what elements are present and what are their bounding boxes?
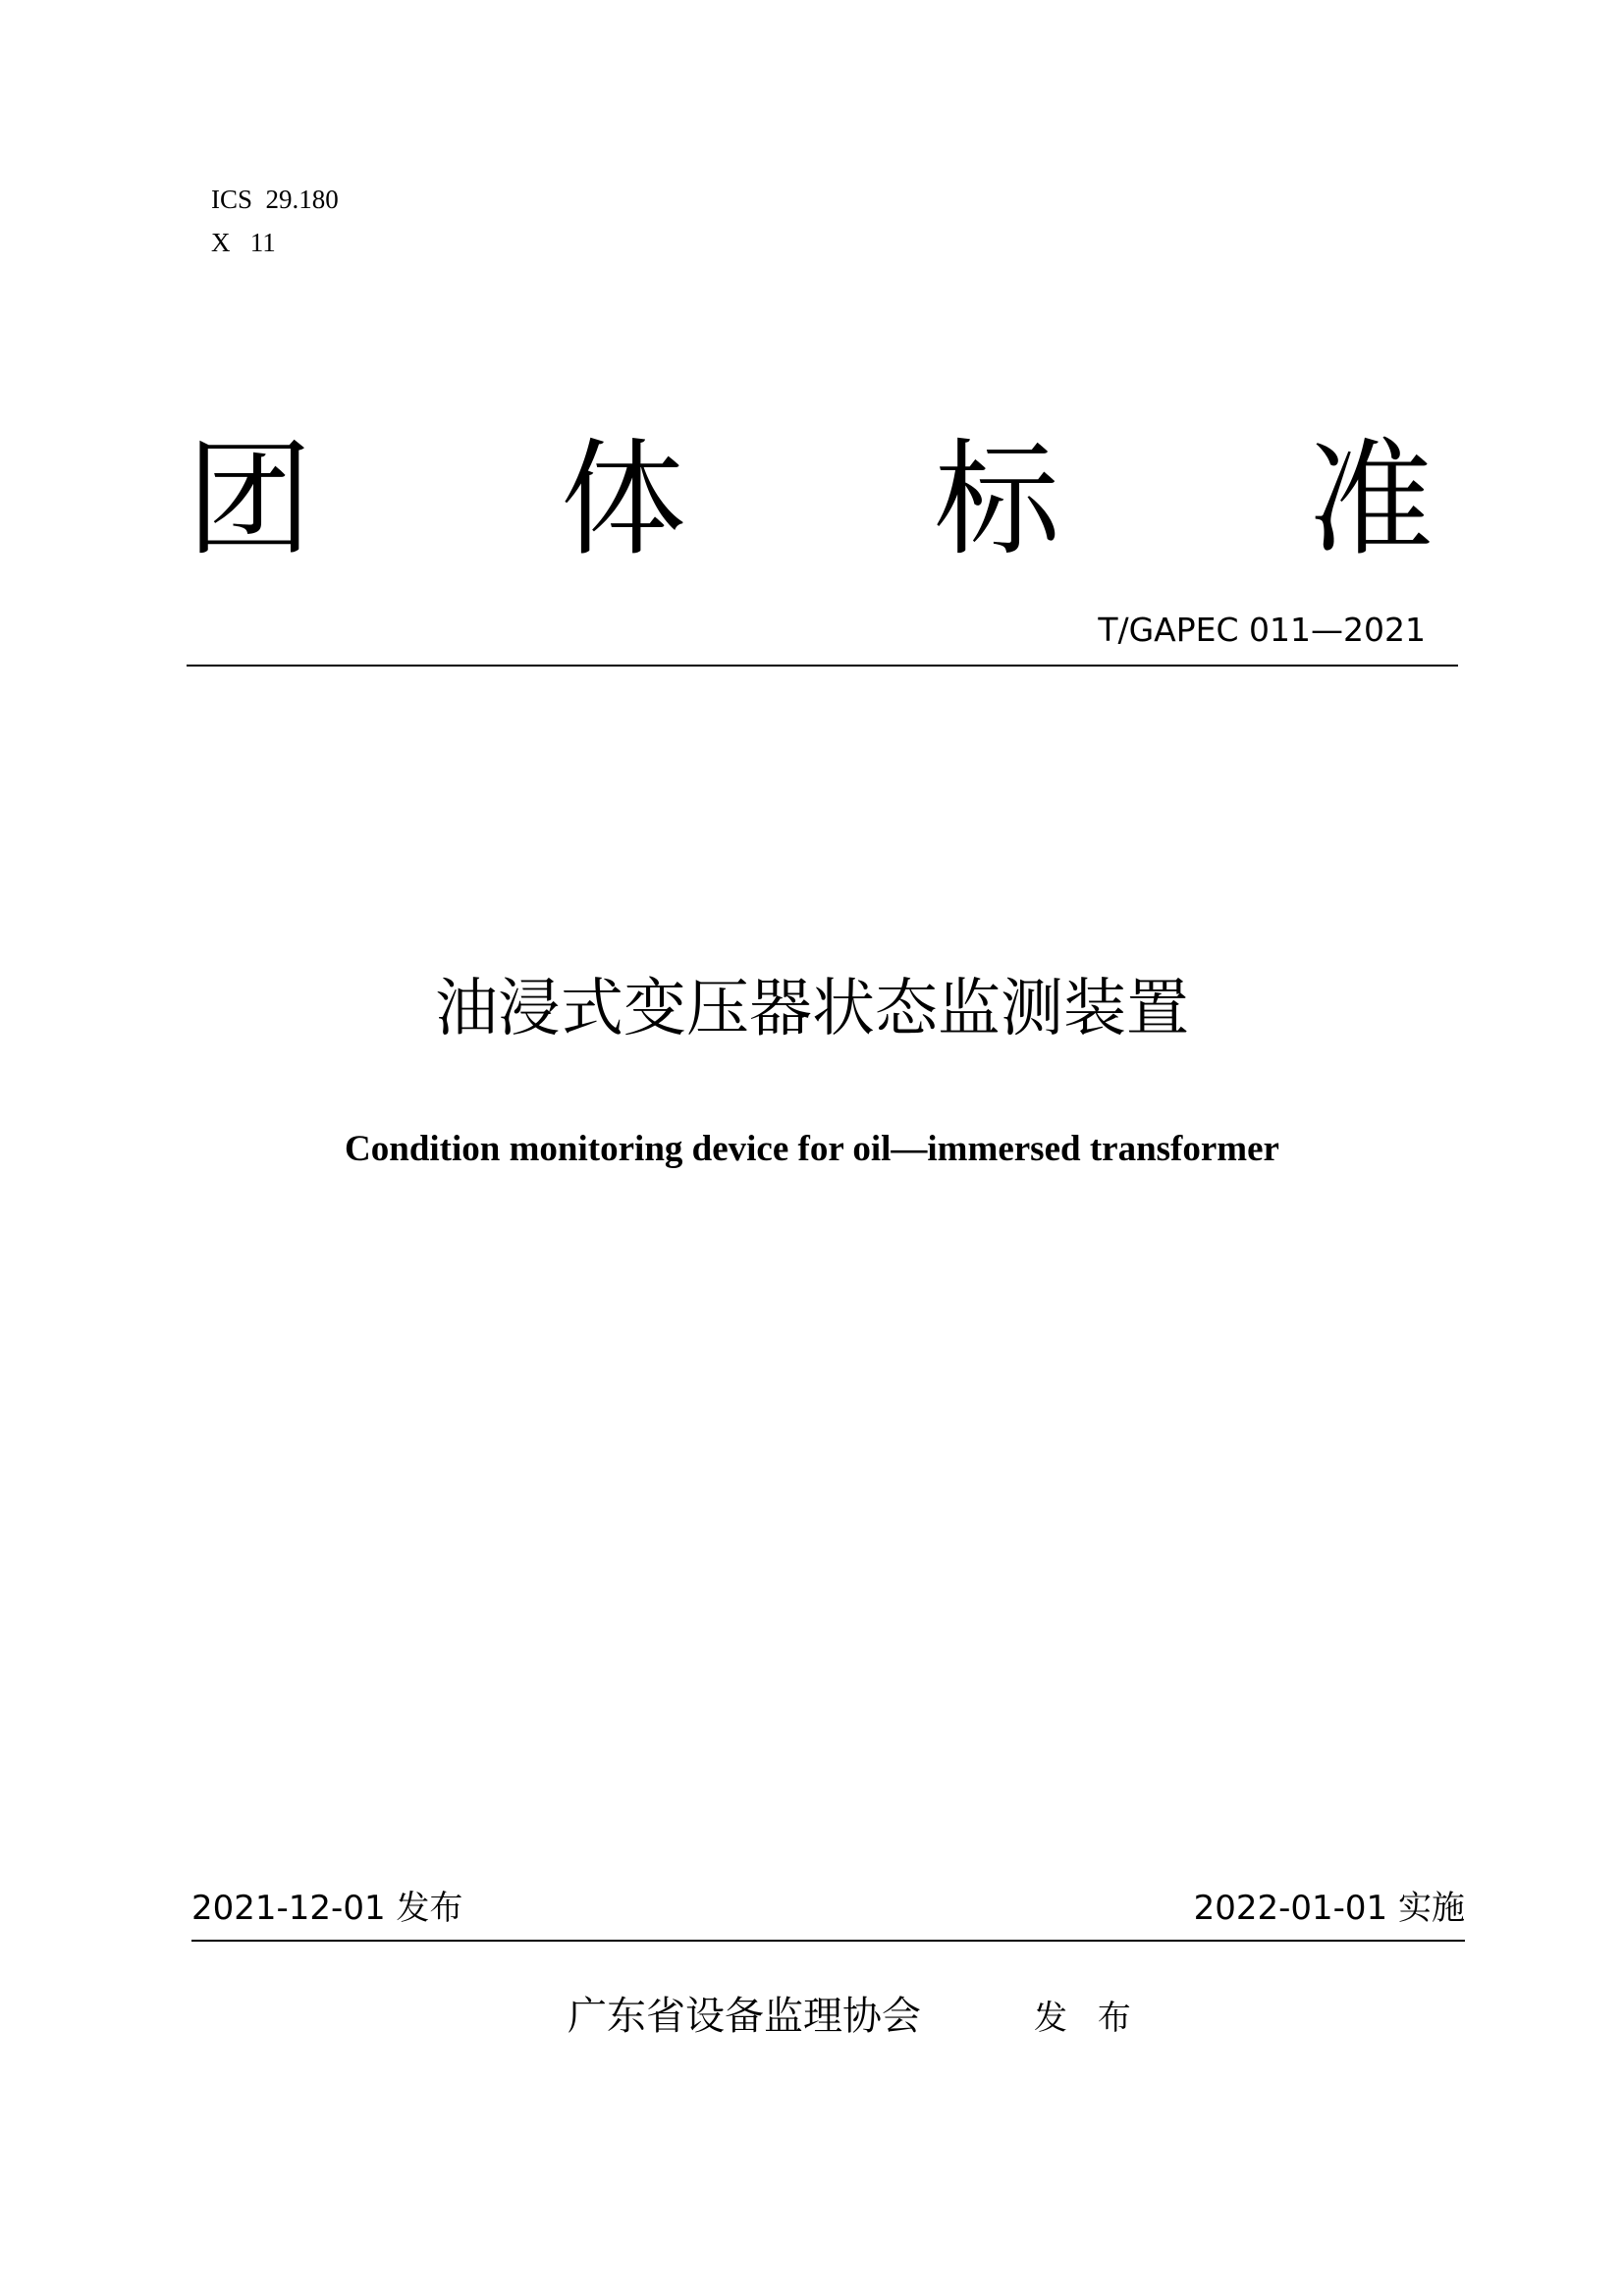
- publisher-name: 广东省设备监理协会: [568, 1994, 921, 2039]
- ccs-code: X 11: [211, 228, 276, 257]
- standard-type-char: 团: [187, 427, 313, 573]
- publish-label: 发 布: [1034, 1999, 1141, 2038]
- ics-code: ICS 29.180: [211, 185, 339, 214]
- top-divider: [187, 665, 1458, 667]
- chinese-title: 油浸式变压器状态监测装置: [435, 973, 1189, 1045]
- standard-type-char: 标: [934, 427, 1060, 573]
- standard-type-heading: [187, 417, 1434, 584]
- english-title: Condition monitoring device for oil—immersed transformer: [345, 1129, 1279, 1169]
- standard-type-char: 体: [560, 427, 686, 573]
- standard-code: T/GAPEC 011—2021: [1098, 611, 1426, 649]
- issue-date: 2021-12-01 发布: [191, 1889, 463, 1928]
- implementation-date: 2022-01-01 实施: [1193, 1889, 1465, 1928]
- bottom-divider: [191, 1940, 1465, 1942]
- standard-type-char: 准: [1307, 427, 1434, 573]
